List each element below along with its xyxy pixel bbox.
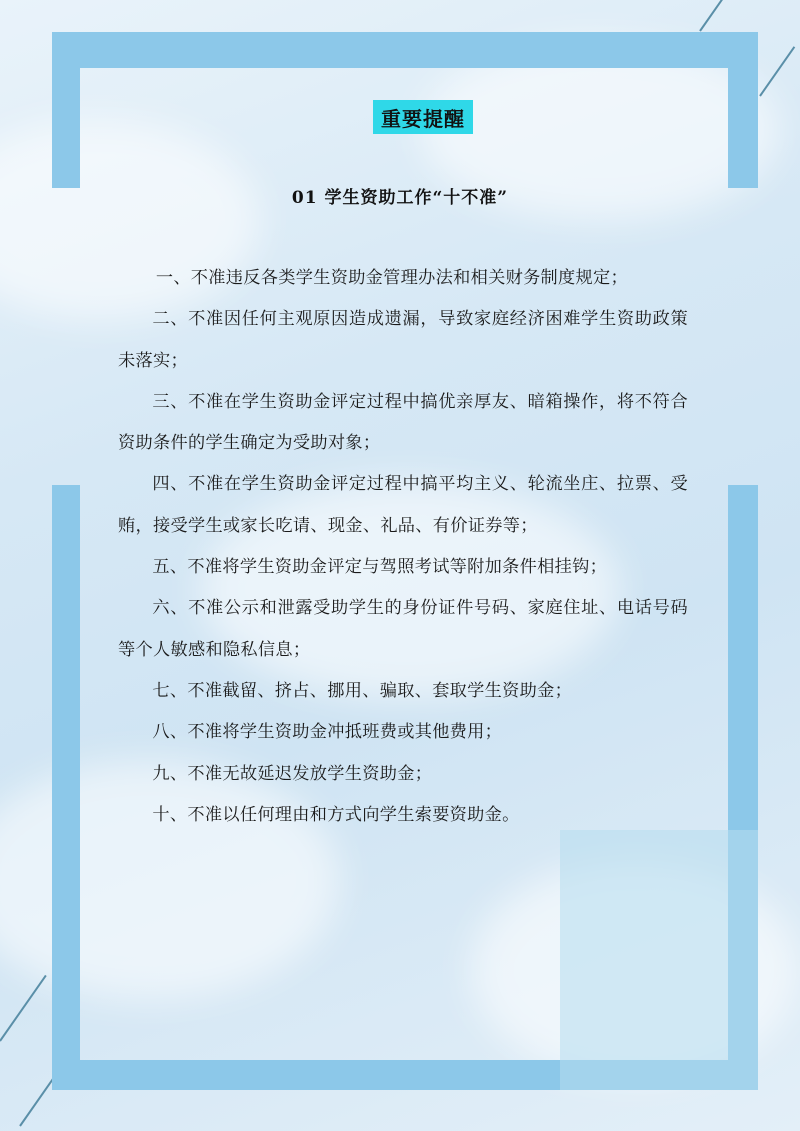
frame-left-bottom-bar bbox=[52, 485, 80, 1090]
rule-item: 十、不准以任何理由和方式向学生索要资助金。 bbox=[152, 804, 520, 825]
rule-item: 三、不准在学生资助金评定过程中搞优亲厚友、暗箱操作，将不符合资助条件的学生确定为受助对象； bbox=[118, 391, 688, 454]
rule-item: 九、不准无故延迟发放学生资助金； bbox=[152, 763, 433, 784]
rule-item: 七、不准截留、挤占、挪用、骗取、套取学生资助金； bbox=[152, 680, 573, 701]
rule-item: 六、不准公示和泄露受助学生的身份证件号码、家庭住址、电话号码等个人敏感和隐私信息； bbox=[118, 598, 688, 660]
rule-item: 五、不准将学生资助金评定与驾照考试等附加条件相挂钩； bbox=[152, 557, 608, 578]
frame-top-bar bbox=[52, 32, 758, 68]
rules-list bbox=[118, 258, 688, 836]
frame-bottom-right-accent bbox=[560, 830, 758, 1090]
rule-item: 四、不准在学生资助金评定过程中搞平均主义、轮流坐庄、拉票、受贿，接受学生或家长吃请、现金、礼品、有价证券等； bbox=[118, 474, 688, 536]
decorative-line bbox=[0, 975, 47, 1042]
rule-item: 二、不准因任何主观原因造成遗漏，导致家庭经济困难学生资助政策未落实； bbox=[118, 309, 688, 371]
frame-right-top-bar bbox=[728, 32, 758, 188]
decorative-line bbox=[759, 46, 795, 96]
rule-item: 八、不准将学生资助金冲抵班费或其他费用； bbox=[152, 722, 503, 743]
section-subtitle: 01 学生资助工作“十不准” bbox=[291, 188, 509, 208]
rule-item: 一、不准违反各类学生资助金管理办法和相关财务制度规定； bbox=[155, 268, 628, 288]
page-title: 重要提醒 bbox=[381, 106, 465, 131]
decorative-line bbox=[699, 0, 735, 32]
frame-left-top-bar bbox=[52, 32, 80, 188]
decorative-line bbox=[19, 1076, 55, 1126]
heading-highlight bbox=[373, 100, 473, 134]
